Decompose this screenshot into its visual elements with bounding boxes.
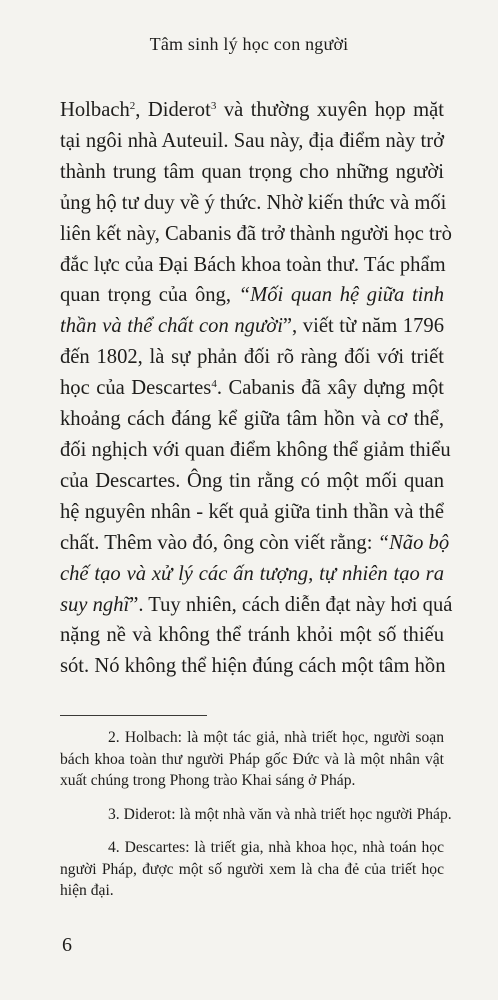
footnote-ref-2[interactable]: 2: [129, 99, 136, 112]
footnote-3: 3. Diderot: là một nhà văn và nhà triết học người Pháp.: [108, 805, 452, 823]
footnote-ref-4[interactable]: 4: [211, 378, 217, 391]
footnote-2: 2. Holbach: là một tác giả, nhà triết học, người soạn bách khoa toàn thư người Pháp gốc Đức và là một nhân vật xuất chúng trong Phong trào Khai sáng ở Pháp.: [60, 729, 444, 789]
text-line: tại ngôi nhà Auteuil. Sau này, địa điểm này trở: [60, 129, 444, 152]
text-line: đắc lực của Đại Bách khoa toàn thư. Tác phẩm: [60, 253, 446, 276]
italic-title: thần và thể chất con người: [60, 315, 283, 338]
text-line: [60, 559, 444, 590]
italic-quote: “Não bộ: [377, 531, 450, 554]
text-line: sót. Nó không thể hiện đúng cách một tâm hồn: [60, 655, 446, 678]
text-line: nặng nề và không thể tránh khỏi một số thiếu: [60, 624, 444, 647]
footnote-divider: [60, 715, 207, 716]
text-line: suy nghĩ”. Tuy nhiên, cách diễn đạt này hơi quá: [60, 593, 453, 616]
body-text: [60, 95, 453, 682]
text-line: đối nghịch với quan điểm không thể giảm thiểu: [60, 438, 451, 461]
text-line: học của Descartes$^4$. Cabanis đã xây dựng một: [60, 377, 445, 400]
text-line: của Descartes. Ông tin rằng có một mối quan: [60, 469, 444, 492]
italic-title: “Mối quan hệ giữa tinh: [238, 284, 444, 307]
page-number: 6: [62, 934, 72, 956]
footnotes: [60, 727, 452, 914]
text-line: khoảng cách đáng kể giữa tâm hồn và cơ thể,: [60, 408, 444, 431]
italic-quote: chế tạo và xử lý các ấn tượng, tự nhiên tạo ra: [60, 562, 444, 585]
running-title: Tâm sinh lý học con người: [149, 34, 349, 54]
text-line: ủng hộ tư duy về ý thức. Nhờ kiến thức và mối: [60, 191, 447, 214]
text-line: chất. Thêm vào đó, ông còn viết rằng: “Não bộ: [60, 531, 450, 554]
footnote-ref-3[interactable]: 3: [210, 99, 217, 112]
italic-quote: suy nghĩ: [60, 593, 130, 616]
text-line: thần và thể chất con người”, viết từ năm 1796: [60, 315, 444, 338]
text-line: thành trung tâm quan trọng cho những người: [60, 160, 444, 183]
footnote-4: 4. Descartes: là triết gia, nhà khoa học, nhà toán học người Pháp, được một số người xem là cha đẻ của triết học hiện đại.: [60, 839, 444, 899]
text-line: Holbach$^2$, Diderot$^3$ và thường xuyên họp mặt: [60, 99, 444, 121]
text-line: hệ nguyên nhân - kết quả giữa tinh thần và thể: [60, 500, 444, 523]
text-line: quan trọng của ông, “Mối quan hệ giữa tinh: [60, 284, 444, 307]
text-line: liên kết này, Cabanis đã trở thành người học trò: [60, 222, 452, 245]
text-line: đến 1802, là sự phản đối rõ ràng đối với triết: [60, 346, 444, 369]
